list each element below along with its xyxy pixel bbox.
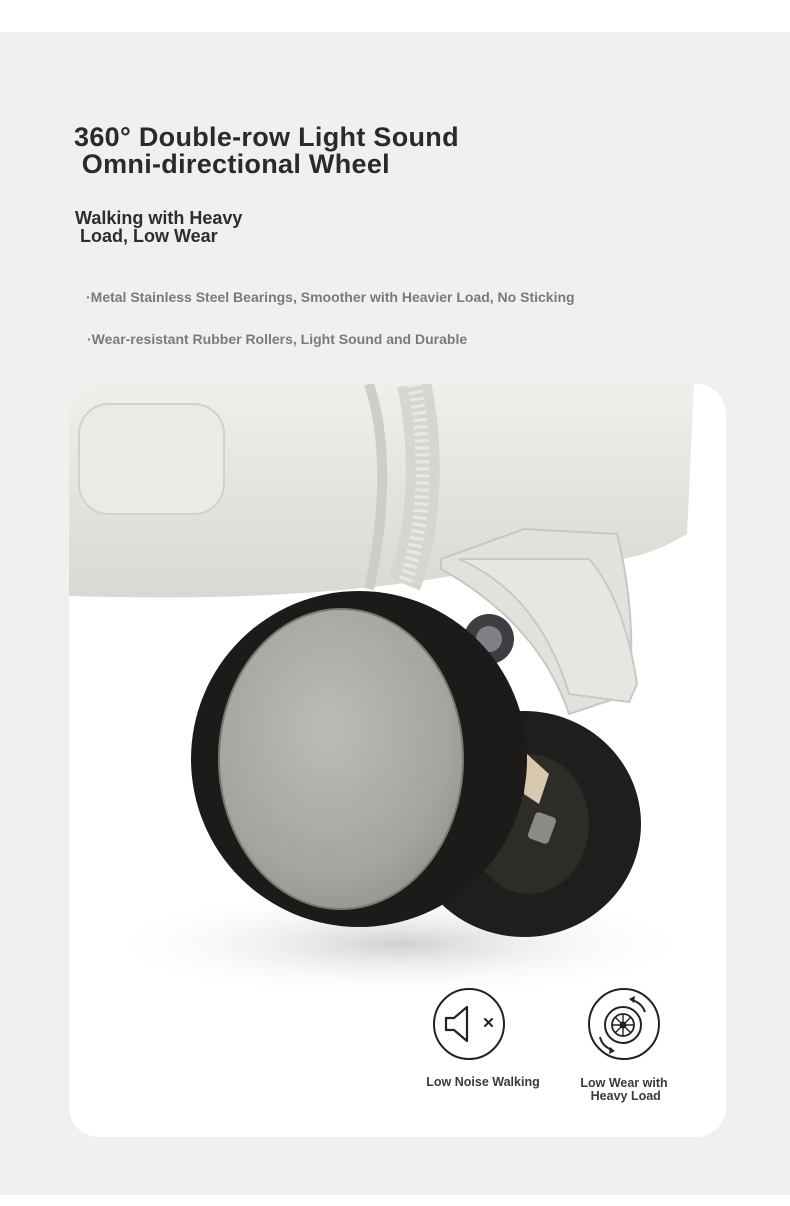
page-title: 360° Double-row Light Sound Omni-directional Wheel: [74, 122, 459, 179]
feature-bullet-bearings: ·Metal Stainless Steel Bearings, Smoother with Heavier Load, No Sticking: [86, 289, 575, 305]
speaker-mute-icon: [433, 988, 505, 1060]
feature-label-low-noise: Low Noise Walking: [426, 1075, 540, 1089]
suitcase-panel: [79, 404, 224, 514]
wheel-rotate-icon: [588, 988, 660, 1060]
page-subtitle: Walking with Heavy Load, Low Wear: [75, 208, 243, 246]
feature-bullet-rubber: ·Wear-resistant Rubber Rollers, Light Sound and Durable: [87, 331, 468, 347]
feature-label-low-wear: Low Wear with Heavy Load: [580, 1076, 668, 1103]
front-wheel-hub: [219, 609, 463, 909]
